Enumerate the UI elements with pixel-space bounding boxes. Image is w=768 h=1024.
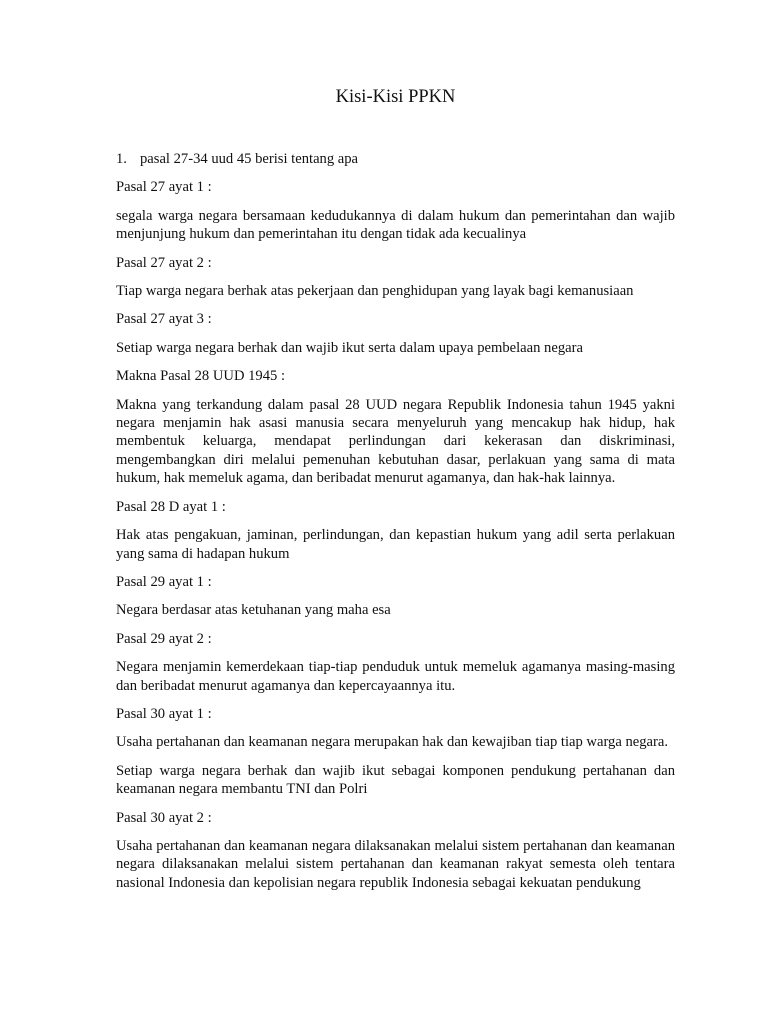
section-text-pasal-27-1: segala warga negara bersamaan kedudukannya di dalam hukum dan pemerintahan dan wajib menjunjung hukum dan pemerintahan itu dengan tidak ada kecualinya — [116, 207, 675, 243]
section-text-pasal-29-1: Negara berdasar atas ketuhanan yang maha esa — [116, 602, 391, 619]
section-heading-pasal-27-3: Pasal 27 ayat 3 : — [116, 311, 212, 328]
section-text-makna-pasal-28: Makna yang terkandung dalam pasal 28 UUD negara Republik Indonesia tahun 1945 yakni negara menjamin hak asasi manusia secara menyeluruh yang mencakup hak hidup, hak membentuk keluarga, mendapat perlindungan dari kekerasan dan diskriminasi, mengembangkan diri melalui pemenuhan kebutuhan dasar, perlakuan yang sama di mata hukum, hak memeluk agama, dan beribadat menurut agamanya, dan hak-hak lainnya. — [116, 396, 675, 487]
section-heading-pasal-30-1: Pasal 30 ayat 1 : — [116, 705, 212, 722]
section-heading-pasal-29-2: Pasal 29 ayat 2 : — [116, 630, 212, 647]
section-heading-pasal-30-2: Pasal 30 ayat 2 : — [116, 809, 212, 826]
section-heading-makna-pasal-28: Makna Pasal 28 UUD 1945 : — [116, 368, 286, 385]
section-heading-pasal-28d-1: Pasal 28 D ayat 1 : — [116, 498, 226, 515]
section-text-pasal-28d-1: Hak atas pengakuan, jaminan, perlindungan, dan kepastian hukum yang adil serta perlakuan yang sama di hadapan hukum — [116, 527, 675, 562]
document-content — [116, 86, 675, 902]
section-text-pasal-29-2: Negara menjamin kemerdekaan tiap-tiap penduduk untuk memeluk agamanya masing-masing dan beribadat menurut agamanya dan kepercayaannya itu. — [116, 659, 675, 694]
document-title: Kisi-Kisi PPKN — [335, 87, 456, 107]
question-text: pasal 27-34 uud 45 berisi tentang apa — [140, 151, 359, 167]
question-item — [116, 150, 675, 168]
section-text-pasal-27-3: Setiap warga negara berhak dan wajib ikut serta dalam upaya pembelaan negara — [116, 339, 583, 356]
section-text-pasal-27-2: Tiap warga negara berhak atas pekerjaan dan penghidupan yang layak bagi kemanusiaan — [116, 283, 634, 300]
question-number: 1. — [116, 151, 127, 167]
section-text-pasal-30-1-extra: Setiap warga negara berhak dan wajib ikut sebagai komponen pendukung pertahanan dan keamanan negara membantu TNI dan Polri — [116, 762, 675, 798]
section-heading-pasal-27-2: Pasal 27 ayat 2 : — [116, 254, 212, 271]
section-heading-pasal-27-1: Pasal 27 ayat 1 : — [116, 179, 212, 196]
section-heading-pasal-29-1: Pasal 29 ayat 1 : — [116, 573, 212, 590]
section-text-pasal-30-2: Usaha pertahanan dan keamanan negara dilaksanakan melalui sistem pertahanan dan keamanan negara dilaksanakan melalui sistem pertahanan dan keamanan rakyat semesta oleh tentara nasional Indonesia dan kepolisian negara republik Indonesia sebagai kekuatan pendukung — [116, 837, 675, 891]
section-text-pasal-30-1: Usaha pertahanan dan keamanan negara merupakan hak dan kewajiban tiap tiap warga negara. — [116, 734, 669, 751]
